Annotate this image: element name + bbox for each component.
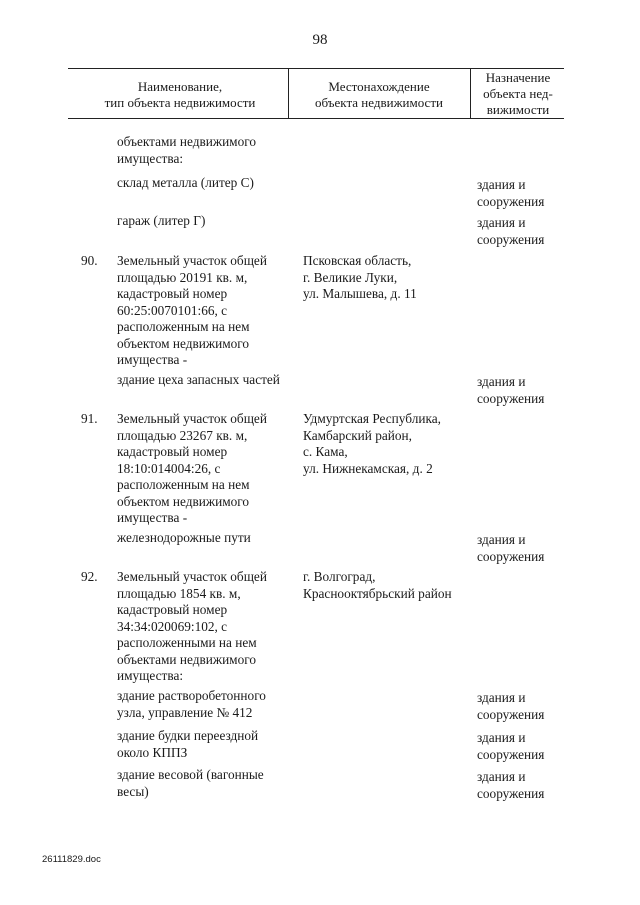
- row-number: 90.: [81, 253, 98, 268]
- row-name: здание растворобетонного узла, управление № 412: [117, 688, 266, 720]
- header-location: Местонахождение объекта недвижимости: [315, 79, 443, 110]
- table-header-bottom-rule: [68, 118, 564, 119]
- row-name: гараж (литер Г): [117, 213, 206, 228]
- row-number: 92.: [81, 569, 98, 584]
- row-name: Земельный участок общей площадью 23267 кв. м, кадастровый номер 18:10:014004:26, с расположенным на нем объектом недвижимого имущества -: [117, 411, 267, 525]
- header-purpose: Назначение объекта нед- вижимости: [483, 70, 553, 117]
- page-number: 98: [312, 32, 328, 48]
- row-name: Земельный участок общей площадью 20191 кв. м, кадастровый номер 60:25:0070101:66, с расположенным на нем объектом недвижимого имущества -: [117, 253, 267, 367]
- table-header-separator-1: [288, 68, 289, 118]
- row-purpose: здания и сооружения: [477, 690, 545, 722]
- row-purpose: здания и сооружения: [477, 730, 545, 762]
- row-number: 91.: [81, 411, 98, 426]
- row-location: Псковская область, г. Великие Луки, ул. Малышева, д. 11: [303, 253, 417, 301]
- table-header-top-rule: [68, 68, 564, 69]
- row-name: объектами недвижимого имущества:: [117, 134, 257, 166]
- row-purpose: здания и сооружения: [477, 215, 545, 247]
- row-location: Удмуртская Республика, Камбарский район, с. Кама, ул. Нижнекамская, д. 2: [303, 411, 441, 476]
- row-name: здание весовой (вагонные весы): [117, 767, 264, 799]
- footer-filename: 26111829.doc: [42, 854, 101, 865]
- row-name: склад металла (литер С): [117, 175, 254, 190]
- row-name: Земельный участок общей площадью 1854 кв. м, кадастровый номер 34:34:020069:102, с расположенными на нем объектами недвижимого имущества:: [117, 569, 267, 683]
- row-name: здание будки переездной около КППЗ: [117, 728, 259, 760]
- row-name: здание цеха запасных частей: [117, 372, 280, 387]
- header-name-type: Наименование, тип объекта недвижимости: [104, 79, 256, 110]
- row-purpose: здания и сооружения: [477, 532, 545, 564]
- row-purpose: здания и сооружения: [477, 177, 545, 209]
- row-purpose: здания и сооружения: [477, 374, 545, 406]
- row-name: железнодорожные пути: [117, 530, 251, 545]
- row-purpose: здания и сооружения: [477, 769, 545, 801]
- row-location: г. Волгоград, Краснооктябрьский район: [303, 569, 452, 601]
- table-header-separator-2: [470, 68, 471, 118]
